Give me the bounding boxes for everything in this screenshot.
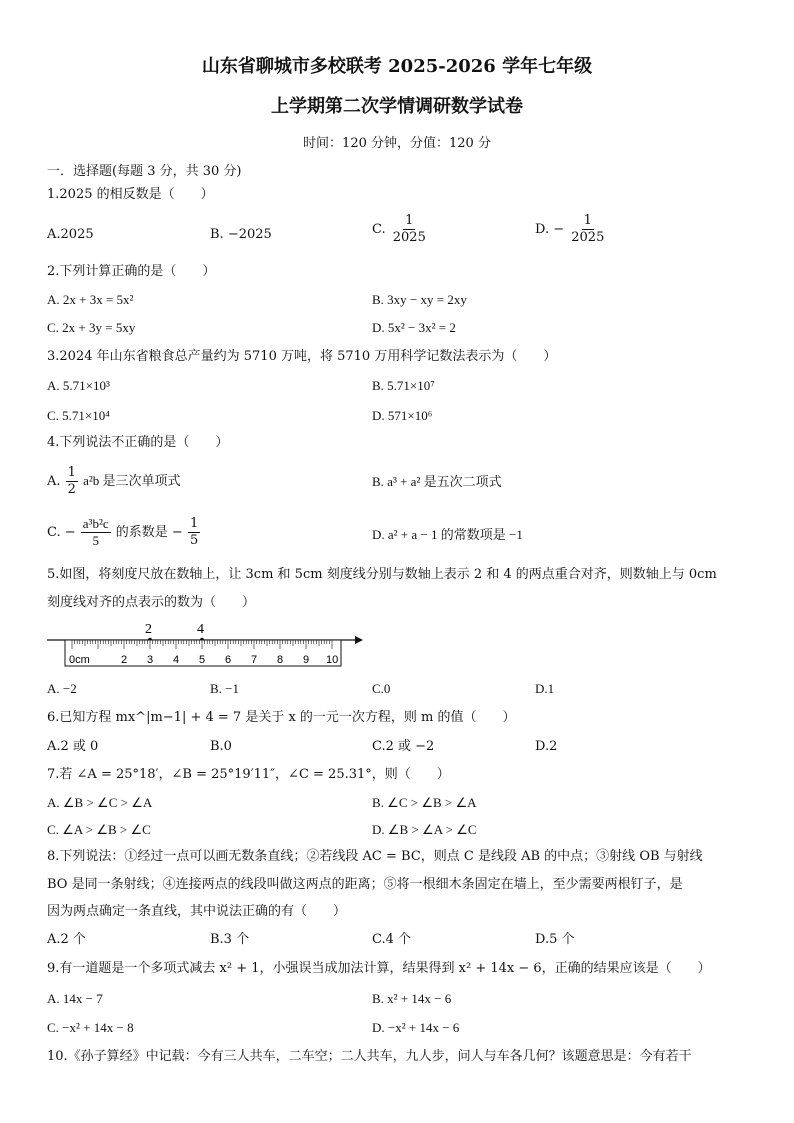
q4-c-fraction2 — [188, 516, 200, 549]
q4-c-den: 5 — [92, 533, 99, 548]
ruler-tick-label: 3 — [147, 654, 154, 666]
q2-stem: 2.下列计算正确的是（ ） — [47, 264, 216, 279]
ruler-unit-label: 0cm — [69, 654, 90, 666]
q8-stem-line1: 8.下列说法：①经过一点可以画无数条直线；②若线段 AC = BC，则点 C 是线段 AB 的中点；③射线 OB 与射线 — [47, 849, 703, 864]
q2-option-d: D. 5x² − 3x² = 2 — [372, 320, 456, 335]
section-heading: 一．选择题(每题 3 分，共 30 分) — [47, 164, 242, 179]
exam-info: 时间：120 分钟，分值：120 分 — [303, 136, 491, 151]
q3-option-b: B. 5.71×10⁷ — [372, 378, 435, 393]
q9-option-b: B. x² + 14x − 6 — [372, 991, 452, 1006]
label-4: 4 — [197, 622, 204, 637]
q6-stem: 6.已知方程 mx^|m−1| + 4 = 7 是关于 x 的一元一次方程，则 m 的值（ ） — [47, 710, 516, 725]
q3-option-d: D. 571×10⁶ — [372, 408, 433, 423]
ruler-tick-label: 10 — [326, 654, 339, 666]
q2-option-a: A. 2x + 3x = 5x² — [47, 292, 134, 307]
q8-option-b: B.3 个 — [210, 932, 250, 947]
ruler-tick-label: 5 — [199, 654, 206, 666]
q4-c-fraction — [81, 516, 111, 549]
q2-option-b: B. 3xy − xy = 2xy — [372, 292, 467, 307]
q4-c-prefix: C. − — [47, 525, 76, 540]
q4-c-den2: 5 — [189, 533, 199, 548]
q7-option-c: C. ∠A > ∠B > ∠C — [47, 822, 151, 837]
q8-option-c: C.4 个 — [372, 932, 412, 947]
q3-stem: 3.2024 年山东省粮食总产量约为 5710 万吨，将 5710 万用科学记数法表示为（ ） — [47, 349, 557, 364]
q5-option-a: A. −2 — [47, 681, 77, 696]
number-line-arrow — [355, 636, 363, 644]
q9-stem: 9.有一道题是一个多项式减去 x² + 1，小强误当成加法计算，结果得到 x² + 14x − 6，正确的结果应该是（ ） — [47, 961, 711, 976]
q4-c-num2: 1 — [189, 516, 199, 531]
exam-title-line1: 山东省聊城市多校联考 2025-2026 学年七年级 — [201, 56, 593, 77]
q1-c-den: 2025 — [392, 230, 426, 245]
q4-c-mid: 的系数是 − — [115, 525, 183, 540]
q3-option-c: C. 5.71×10⁴ — [47, 408, 110, 423]
q8-stem-line2: BO 是同一条射线；④连接两点的线段叫做这两点的距离；⑤将一根细木条固定在墙上，至少需要两根钉子，是 — [47, 877, 683, 892]
q5-option-c: C.0 — [372, 681, 391, 696]
q1-option-d — [535, 213, 607, 246]
q10-stem: 10.《孙子算经》中记载：今有三人共车，二车空；二人共车，九人步，问人与车各几何？该题意思是：今有若干 — [47, 1049, 692, 1064]
ruler-tick-label: 2 — [121, 654, 128, 666]
q1-stem: 1.2025 的相反数是（ ） — [47, 187, 214, 202]
ruler-tick-label: 4 — [173, 654, 180, 666]
q1-option-c — [372, 213, 429, 246]
q4-a-den: 2 — [67, 482, 76, 497]
q7-option-b: B. ∠C > ∠B > ∠A — [372, 795, 477, 810]
q1-d-prefix: D. − — [535, 222, 565, 237]
q9-option-d: D. −x² + 14x − 6 — [372, 1020, 460, 1035]
q5-figure — [47, 618, 367, 678]
q4-c-num: a³b²c — [82, 516, 109, 531]
q1-d-den: 2025 — [571, 230, 605, 245]
q2-option-c: C. 2x + 3y = 5xy — [47, 320, 136, 335]
q7-option-a: A. ∠B > ∠C > ∠A — [47, 795, 153, 810]
q8-stem-line3: 因为两点确定一条直线，其中说法正确的有（ ） — [47, 904, 347, 919]
q5-option-b: B. −1 — [210, 681, 240, 696]
q8-option-a: A.2 个 — [47, 932, 86, 947]
q1-c-prefix: C. — [372, 222, 386, 237]
q1-d-num: 1 — [583, 213, 592, 228]
q1-c-num: 1 — [405, 213, 414, 228]
q1-option-b: B. −2025 — [210, 227, 272, 242]
q4-a-prefix: A. — [47, 474, 61, 489]
q4-a-num: 1 — [67, 465, 76, 480]
q7-option-d: D. ∠B > ∠A > ∠C — [372, 822, 477, 837]
ruler-tick-label: 9 — [303, 654, 310, 666]
q1-option-a: A.2025 — [47, 227, 94, 242]
q3-option-a: A. 5.71×10³ — [47, 378, 110, 393]
q4-option-d: D. a² + a − 1 的常数项是 −1 — [372, 527, 523, 542]
q4-a-fraction — [66, 465, 78, 498]
q6-option-a: A.2 或 0 — [47, 739, 99, 754]
q4-stem: 4.下列说法不正确的是（ ） — [47, 435, 229, 450]
q4-option-c — [47, 516, 201, 549]
q9-option-c: C. −x² + 14x − 8 — [47, 1020, 134, 1035]
q6-option-c: C.2 或 −2 — [372, 739, 435, 754]
exam-title-line2: 上学期第二次学情调研数学试卷 — [271, 96, 523, 117]
q9-option-a: A. 14x − 7 — [47, 991, 103, 1006]
q5-stem-line1: 5.如图，将刻度尺放在数轴上，让 3cm 和 5cm 刻度线分别与数轴上表示 2 和 4 的两点重合对齐，则数轴上与 0cm — [47, 567, 717, 582]
q4-option-a — [47, 465, 181, 498]
q4-option-b: B. a³ + a² 是五次二项式 — [372, 474, 502, 489]
q6-option-d: D.2 — [535, 739, 558, 754]
q8-option-d: D.5 个 — [535, 932, 575, 947]
label-2: 2 — [145, 622, 152, 637]
q5-stem-line2: 刻度线对齐的点表示的数为（ ） — [47, 595, 256, 610]
ruler-tick-label: 7 — [251, 654, 258, 666]
ruler-tick-label: 6 — [225, 654, 232, 666]
q1-c-fraction — [391, 213, 428, 246]
q1-d-fraction — [569, 213, 606, 246]
ruler-tick-label: 8 — [277, 654, 284, 666]
q4-a-rest: a²b 是三次单项式 — [83, 473, 181, 488]
q5-option-d: D.1 — [535, 681, 555, 696]
number-line-ruler-figure — [47, 618, 367, 674]
q7-stem: 7.若 ∠A = 25°18′，∠B = 25°19′11″，∠C = 25.31°，则（ ） — [47, 767, 450, 782]
q6-option-b: B.0 — [210, 739, 232, 754]
